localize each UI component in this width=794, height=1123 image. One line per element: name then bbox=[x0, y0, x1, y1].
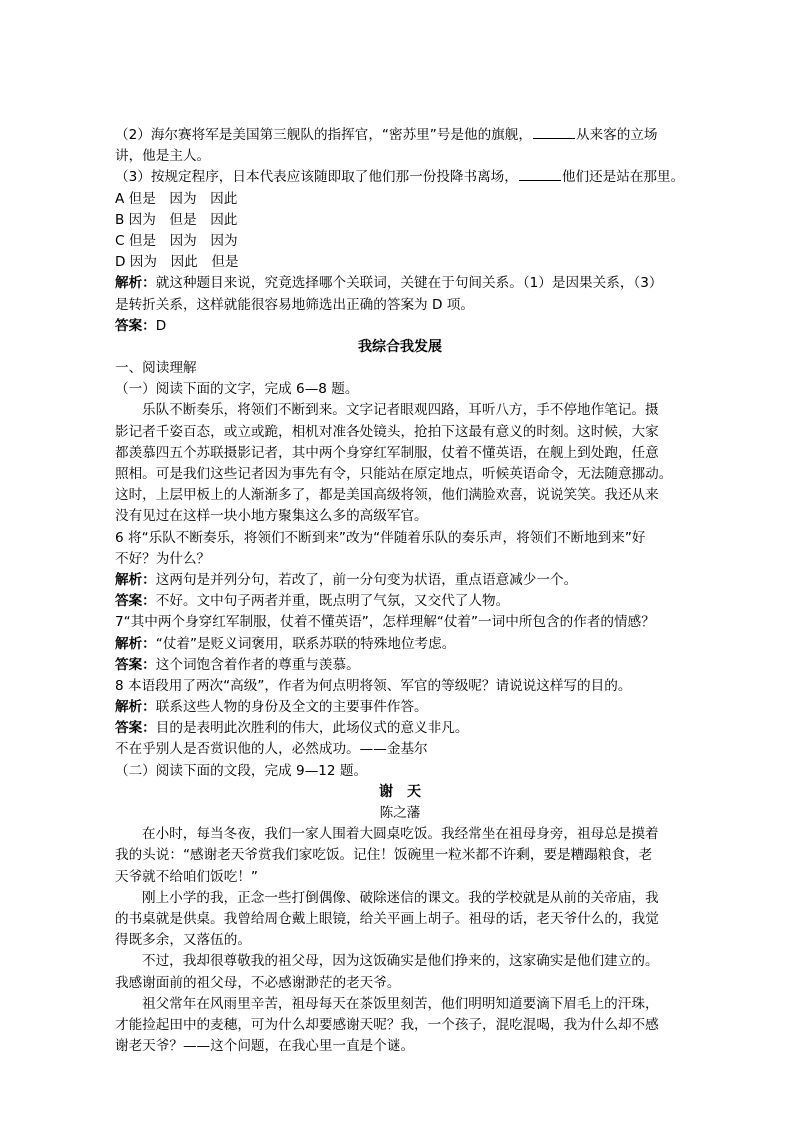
answer-blank bbox=[519, 168, 561, 181]
essay-line: 的书桌就是供桌。我曾给周仓戴上眼镜，给关平画上胡子。祖母的话，老天爷什么的，我觉 bbox=[115, 910, 659, 927]
passage-line: 乐队不断奏乐，将领们不断到来。文字记者眼观四路，耳听八方，手不停地作笔记。摄 bbox=[142, 402, 659, 419]
passage-line: 没有见过在这样一块小地方聚集这么多的高级军官。 bbox=[115, 508, 428, 525]
essay-line: 祖父常年在风雨里辛苦，祖母每天在茶饭里刻苦，他们明明知道要滴下眉毛上的汗珠， bbox=[142, 995, 659, 1012]
question-6-cont: 不好？为什么？ bbox=[115, 550, 211, 567]
analysis: 解析：“仗着”是贬义词褒用，联系苏联的特殊地位考虑。 bbox=[115, 635, 456, 652]
question-line: （2）海尔赛将军是美国第三舰队的指挥官，“密苏里”号是他的旗舰， 从来客的立场 bbox=[115, 127, 658, 143]
subsection-heading: （二）阅读下面的文段，完成 9—12 题。 bbox=[115, 762, 368, 779]
question-6: 6 将“乐队不断奏乐，将领们不断到来”改为“伴随着乐队的奏乐声，将领们不断地到来”好 bbox=[115, 529, 646, 546]
answer: 答案：D bbox=[115, 317, 167, 334]
section-title: 我综合我发展 bbox=[358, 338, 442, 355]
essay-body bbox=[115, 824, 685, 1057]
analysis-cont: 是转折关系，这样就能很容易地筛选出正确的答案为 D 项。 bbox=[115, 296, 474, 313]
question-8: 8 本语段用了两次“高级”，作者为何点明将领、军官的等级呢？请说说这样写的目的。 bbox=[115, 677, 632, 694]
answer: 答案：不好。文中句子两者并重，既点明了气氛，又交代了人物。 bbox=[115, 593, 510, 610]
essay-author: 陈之藩 bbox=[379, 805, 421, 821]
passage-line: 这时，上层甲板上的人渐渐多了，都是美国高级将领，他们满脸欢喜，说说笑笑。我还从来 bbox=[115, 487, 659, 504]
question-line: 讲，他是主人。 bbox=[115, 148, 211, 165]
essay-title: 谢 天 bbox=[379, 783, 421, 800]
essay-line: 我的头说：“感谢老天爷赏我们家吃饭。记住！饭碗里一粒米都不许剩，要是糟蹋粮食，老 bbox=[115, 847, 653, 864]
analysis: 解析：联系这些人物的身份及全文的主要事件作答。 bbox=[115, 699, 428, 716]
answer: 答案：这个词饱含着作者的尊重与羡慕。 bbox=[115, 656, 360, 673]
essay-line: 得既多余，又落伍的。 bbox=[115, 932, 251, 949]
passage-line: 照相。可是我们这些记者因为事先有令，只能站在原定地点，听候英语命令，无法随意挪动。 bbox=[115, 466, 673, 482]
document-page bbox=[115, 125, 685, 1057]
analysis: 解析：这两句是并列分句，若改了，前一分句变为状语，重点语意减少一个。 bbox=[115, 571, 578, 588]
essay-line: 刚上小学的我，正念一些打倒偶像、破除迷信的课文。我的学校就是从前的关帝庙，我 bbox=[142, 889, 659, 906]
passage-line: 都羡慕四五个苏联摄影记者，其中两个身穿红军制服，仗着不懂英语，在舰上到处跑，任意 bbox=[115, 444, 659, 461]
option-b: B 因为 但是 因此 bbox=[115, 211, 238, 228]
option-c: C 但是 因为 因为 bbox=[115, 232, 238, 249]
essay-line: 在小时，每当冬夜，我们一家人围着大圆桌吃饭。我经常坐在祖母身旁，祖母总是摸着 bbox=[142, 826, 659, 843]
essay-line: 我感谢面前的祖父母，不必感谢渺茫的老天爷。 bbox=[115, 974, 401, 991]
option-d: D 因为 因此 但是 bbox=[115, 254, 239, 271]
answer-blank bbox=[533, 126, 575, 139]
answer: 答案：目的是表明此次胜利的伟大，此场仪式的意义非凡。 bbox=[115, 720, 469, 737]
essay-line: 天爷就不给咱们饭吃！” bbox=[115, 868, 258, 885]
essay-line: 才能捡起田中的麦穗，可为什么却要感谢天呢？我，一个孩子，混吃混喝，我为什么却不感 bbox=[115, 1016, 659, 1033]
quote: 不在乎别人是否赏识他的人，必然成功。——金基尔 bbox=[115, 741, 428, 758]
question-line: （3）按规定程序，日本代表应该随即取了他们那一份投降书离场， 他们还是站在那里。 bbox=[115, 169, 685, 186]
passage-line: 影记者千姿百态，或立或跪，相机对准各处镜头，抢拍下这最有意义的时刻。这时候，大家 bbox=[115, 423, 659, 440]
subsection-heading: （一）阅读下面的文字，完成 6—8 题。 bbox=[115, 381, 359, 398]
part-heading: 一、阅读理解 bbox=[115, 360, 197, 377]
analysis: 解析：就这种题目来说，究竟选择哪个关联词，关键在于句间关系。（1）是因果关系，（3） bbox=[115, 275, 663, 292]
option-a: A 但是 因为 因此 bbox=[115, 190, 238, 207]
question-7: 7“其中两个身穿红军制服，仗着不懂英语”，怎样理解“仗着”一词中所包含的作者的情感？ bbox=[115, 614, 655, 631]
essay-line: 谢老天爷？——这个问题，在我心里一直是个谜。 bbox=[115, 1038, 415, 1055]
essay-line: 不过，我却很尊敬我的祖父母，因为这饭确实是他们挣来的，这家确实是他们建立的。 bbox=[142, 953, 659, 970]
